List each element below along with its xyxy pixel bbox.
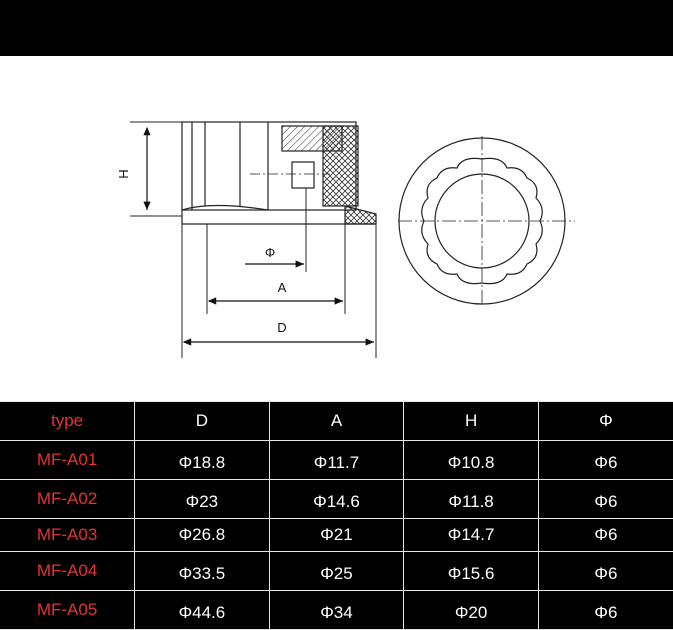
cell-a: Φ34 bbox=[269, 591, 404, 630]
cell-h: Φ20 bbox=[404, 591, 539, 630]
cell-a: Φ25 bbox=[269, 552, 404, 591]
table-row bbox=[0, 591, 673, 630]
cell-phi: Φ6 bbox=[538, 519, 673, 552]
table-row bbox=[0, 441, 673, 480]
cell-h: Φ11.8 bbox=[404, 480, 539, 519]
shaft-bore bbox=[292, 162, 314, 188]
table-header-row bbox=[0, 402, 673, 441]
label-h: H bbox=[116, 169, 131, 179]
cell-d: Φ33.5 bbox=[135, 552, 270, 591]
cell-a: Φ14.6 bbox=[269, 480, 404, 519]
cell-phi: Φ6 bbox=[538, 552, 673, 591]
header-type: type bbox=[0, 402, 135, 441]
row-model: MF-A05 bbox=[0, 591, 135, 630]
header-h: H bbox=[404, 402, 539, 441]
cell-d: Φ18.8 bbox=[135, 441, 270, 480]
cell-a: Φ21 bbox=[269, 519, 404, 552]
cell-h: Φ15.6 bbox=[404, 552, 539, 591]
top-banner bbox=[0, 0, 673, 56]
cell-phi: Φ6 bbox=[538, 591, 673, 630]
cell-phi: Φ6 bbox=[538, 480, 673, 519]
top-view bbox=[398, 136, 575, 306]
row-model: MF-A03 bbox=[0, 519, 135, 552]
cell-d: Φ26.8 bbox=[135, 519, 270, 552]
cell-h: Φ10.8 bbox=[404, 441, 539, 480]
header-d: D bbox=[135, 402, 270, 441]
label-phi: Φ bbox=[264, 245, 276, 260]
table-row bbox=[0, 552, 673, 591]
label-a: A bbox=[277, 280, 287, 295]
row-model: MF-A01 bbox=[0, 441, 135, 480]
header-a: A bbox=[269, 402, 404, 441]
drawing-svg bbox=[0, 56, 673, 401]
header-phi: Φ bbox=[538, 402, 673, 441]
table-row bbox=[0, 519, 673, 552]
grip-knurl bbox=[323, 126, 358, 206]
row-model: MF-A04 bbox=[0, 552, 135, 591]
cell-h: Φ14.7 bbox=[404, 519, 539, 552]
label-d: D bbox=[277, 320, 287, 335]
table-row bbox=[0, 480, 673, 519]
cell-d: Φ44.6 bbox=[135, 591, 270, 630]
knob-technical-drawing bbox=[0, 56, 673, 401]
cell-phi: Φ6 bbox=[538, 441, 673, 480]
side-view bbox=[182, 122, 376, 224]
cell-d: Φ23 bbox=[135, 480, 270, 519]
row-model: MF-A02 bbox=[0, 480, 135, 519]
spec-table bbox=[0, 401, 673, 630]
cell-a: Φ11.7 bbox=[269, 441, 404, 480]
